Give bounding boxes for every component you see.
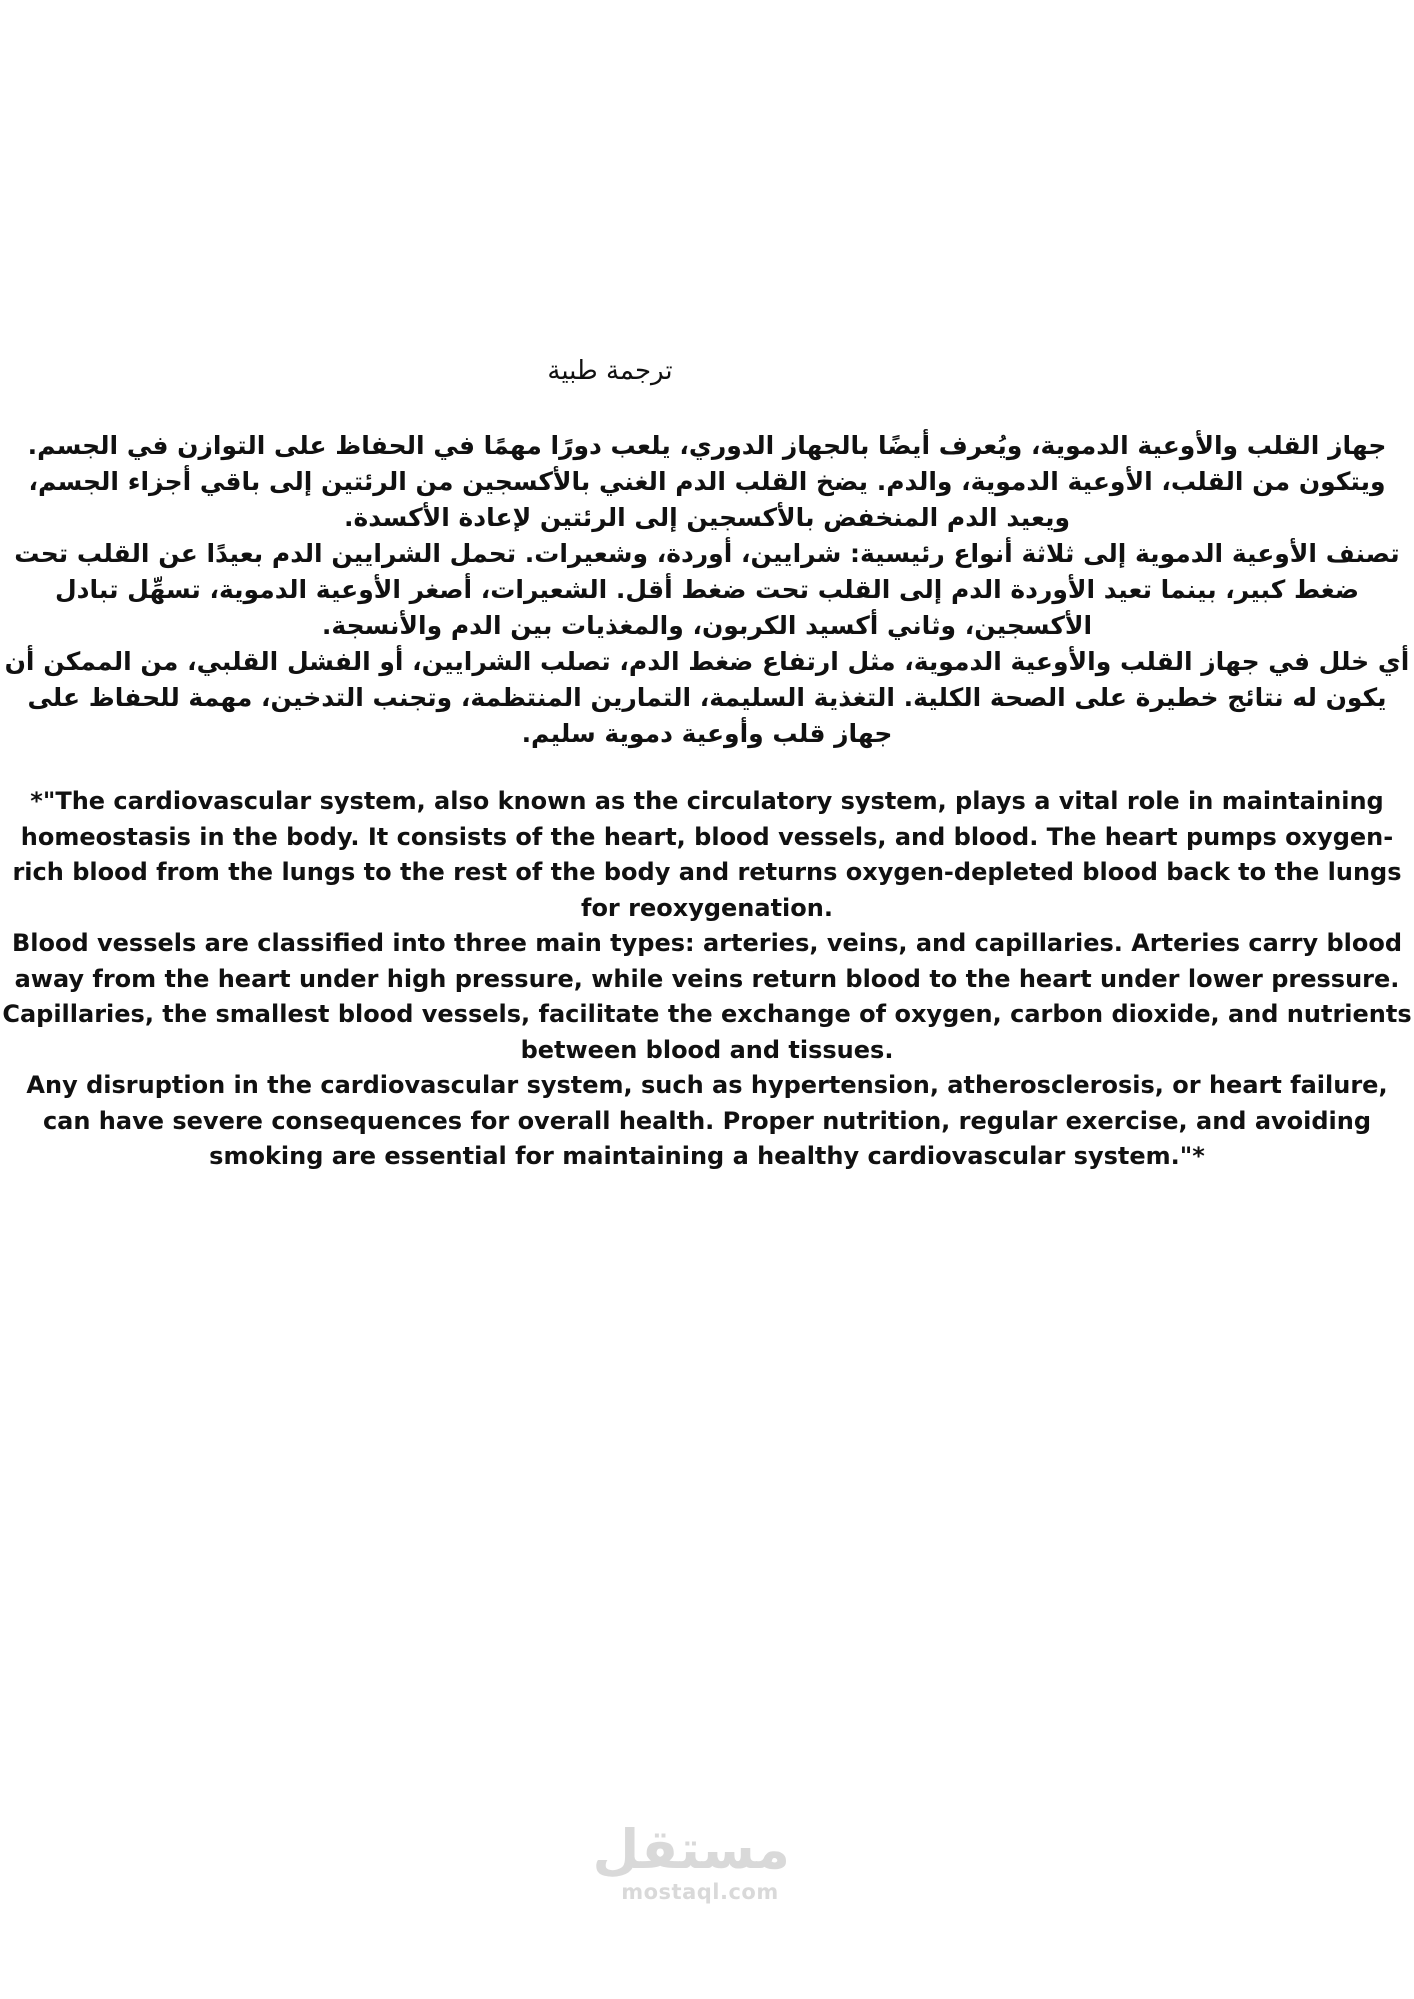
document-title: ترجمة طبية [547, 356, 673, 386]
arabic-paragraph-3: أي خلل في جهاز القلب والأوعية الدموية، مثل ارتفاع ضغط الدم، تصلب الشرايين، أو الفشل القلبي، من الممكن أن يكون له نتائج خطيرة على الصحة الكلية. التغذية السليمة، التمارين المنتظمة، وتجنب التدخين، مهمة للحفاظ على جهاز قلب وأوعية دموية سليم. [4, 647, 1410, 748]
arabic-paragraph-2: تصنف الأوعية الدموية إلى ثلاثة أنواع رئيسية: شرايين، أوردة، وشعيرات. تحمل الشرايين الدم بعيدًا عن القلب تحت ضغط كبير، بينما تعيد الأوردة الدم إلى القلب تحت ضغط أقل. الشعيرات، أصغر الأوعية الدموية، تسهِّل تبادل الأكسجين، وثاني أكسيد الكربون، والمغذيات بين الدم والأنسجة. [14, 539, 1400, 640]
arabic-paragraph-1: جهاز القلب والأوعية الدموية، ويُعرف أيضًا بالجهاز الدوري، يلعب دورًا مهمًا في الحفاظ على التوازن في الجسم. ويتكون من القلب، الأوعية الدموية، والدم. يضخ القلب الدم الغني بالأكسجين من الرئتين إلى باقي أجزاء الجسم، ويعيد الدم المنخفض بالأكسجين إلى الرئتين لإعادة الأكسدة. [27, 431, 1387, 532]
arabic-translation-block [0, 428, 1414, 752]
english-paragraph-1: *"The cardiovascular system, also known as the circulatory system, plays a vital role in maintaining homeostasis in the body. It consists of the heart, blood vessels, and blood. The heart pumps oxygen-rich blood from the lungs to the rest of the body and returns oxygen-depleted blood back to the lungs for reoxygenation. [12, 787, 1402, 922]
english-paragraph-2: Blood vessels are classified into three main types: arteries, veins, and capillaries. Arteries carry blood away from the heart under high pressure, while veins return blood to the heart under lower pressure. Capillaries, the smallest blood vessels, facilitate the exchange of oxygen, carbon dioxide, and nutrients between blood and tissues. [2, 929, 1412, 1064]
english-source-block [0, 784, 1414, 1175]
english-paragraph-3: Any disruption in the cardiovascular system, such as hypertension, atherosclerosis, or heart failure, can have severe consequences for overall health. Proper nutrition, regular exercise, and avoiding smoking are essential for maintaining a healthy cardiovascular system."* [26, 1071, 1388, 1170]
watermark-logo: مستقل [592, 1818, 790, 1881]
watermark-url: mostaql.com [621, 1880, 779, 1904]
mostaql-watermark [592, 1818, 790, 1904]
